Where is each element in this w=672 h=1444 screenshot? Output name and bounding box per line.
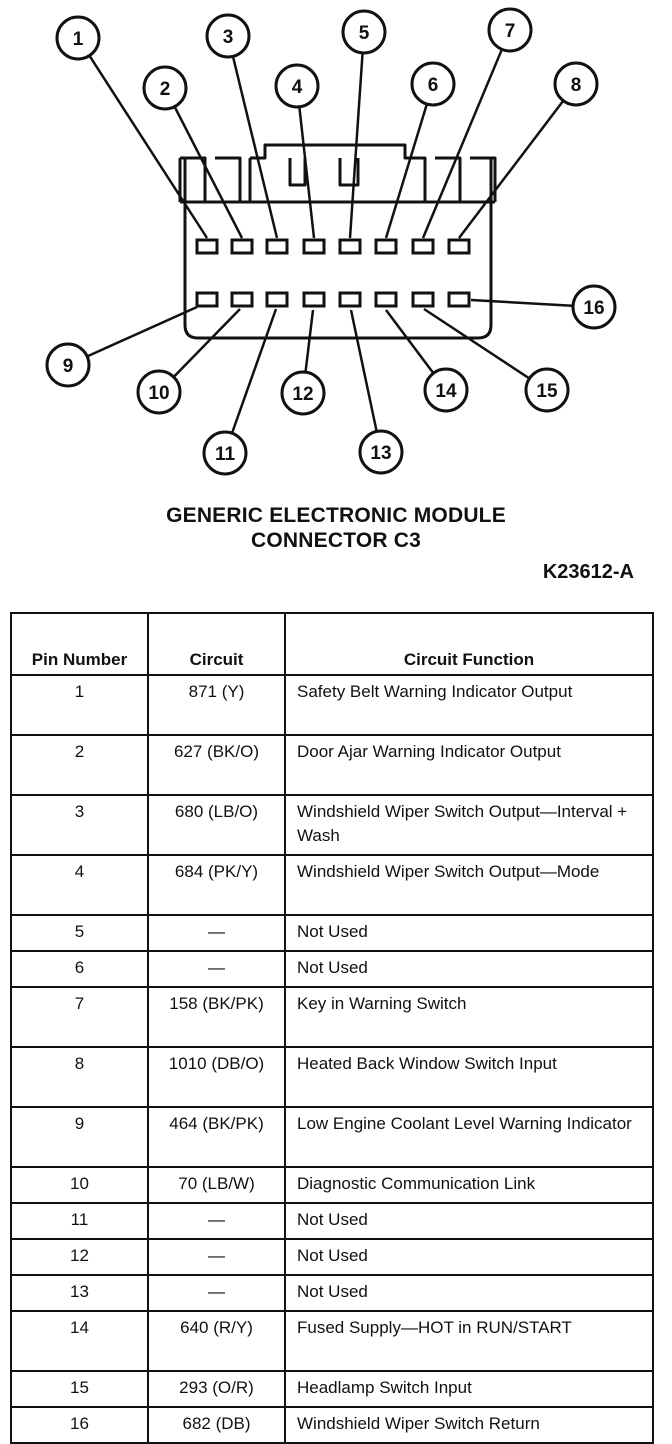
leader-line xyxy=(386,105,427,238)
circuit-cell: 871 (Y) xyxy=(148,675,285,735)
callout-label: 2 xyxy=(159,79,171,100)
callout-label: 9 xyxy=(62,356,74,377)
circuit-cell: 640 (R/Y) xyxy=(148,1311,285,1371)
circuit-cell: — xyxy=(148,1275,285,1311)
pin-slot xyxy=(267,293,287,306)
connector-diagram xyxy=(0,0,672,490)
caption-line-1: GENERIC ELECTRONIC MODULE xyxy=(166,504,506,527)
connector-latch-notch xyxy=(290,158,358,185)
table-row xyxy=(11,1203,653,1239)
pin-slot xyxy=(340,293,360,306)
circuit-cell: — xyxy=(148,1203,285,1239)
table-row xyxy=(11,855,653,915)
pin-number-cell: 13 xyxy=(11,1275,148,1311)
pin-slot xyxy=(232,240,252,253)
pin-slot xyxy=(197,293,217,306)
circuit-cell: 684 (PK/Y) xyxy=(148,855,285,915)
pin-callout xyxy=(204,432,246,474)
table-row xyxy=(11,1167,653,1203)
leader-line xyxy=(386,310,433,372)
circuit-function-cell: Not Used xyxy=(285,1203,653,1239)
pin-number-cell: 12 xyxy=(11,1239,148,1275)
pin-slot xyxy=(413,293,433,306)
circuit-function-cell: Safety Belt Warning Indicator Output xyxy=(285,675,653,735)
circuit-function-cell: Windshield Wiper Switch Output—Interval + Wash xyxy=(285,795,653,855)
callout-label: 11 xyxy=(214,444,236,465)
pin-callout xyxy=(144,67,186,109)
callout-label: 10 xyxy=(148,383,170,404)
pin-callout xyxy=(573,286,615,328)
callout-label: 16 xyxy=(583,298,605,319)
pin-number-cell: 14 xyxy=(11,1311,148,1371)
table-row xyxy=(11,1407,653,1443)
pin-callout xyxy=(207,15,249,57)
table-header-row xyxy=(11,613,653,675)
table-row xyxy=(11,1047,653,1107)
circuit-function-cell: Not Used xyxy=(285,915,653,951)
callout-label: 8 xyxy=(570,75,582,96)
leader-line xyxy=(424,309,529,378)
table-row xyxy=(11,735,653,795)
caption-line-2: CONNECTOR C3 xyxy=(250,529,422,552)
table-row xyxy=(11,987,653,1047)
pin-number-cell: 8 xyxy=(11,1047,148,1107)
pin-slot xyxy=(340,240,360,253)
pin-number-cell: 10 xyxy=(11,1167,148,1203)
table-row xyxy=(11,795,653,855)
pin-callout xyxy=(489,9,531,51)
pin-slot xyxy=(376,293,396,306)
circuit-cell: 158 (BK/PK) xyxy=(148,987,285,1047)
pin-table xyxy=(10,612,654,1444)
connector-latch xyxy=(180,145,495,202)
pin-callout xyxy=(343,11,385,53)
pin-slot xyxy=(449,293,469,306)
figure-id: K23612-A xyxy=(542,561,634,583)
leader-line xyxy=(351,310,376,430)
circuit-function-cell: Key in Warning Switch xyxy=(285,987,653,1047)
circuit-cell: — xyxy=(148,915,285,951)
pin-number-cell: 11 xyxy=(11,1203,148,1239)
callout-label: 14 xyxy=(435,381,457,402)
pin-callout xyxy=(555,63,597,105)
table-row xyxy=(11,951,653,987)
pin-slot xyxy=(304,240,324,253)
leader-line xyxy=(471,300,572,306)
circuit-function-cell: Not Used xyxy=(285,1239,653,1275)
pin-number-cell: 5 xyxy=(11,915,148,951)
callout-label: 1 xyxy=(72,29,84,50)
pin-callout xyxy=(47,344,89,386)
pin-callout xyxy=(276,65,318,107)
pin-callout xyxy=(138,371,180,413)
table-row xyxy=(11,1275,653,1311)
circuit-function-cell: Headlamp Switch Input xyxy=(285,1371,653,1407)
leader-line xyxy=(232,309,276,432)
circuit-cell: 1010 (DB/O) xyxy=(148,1047,285,1107)
table-row xyxy=(11,915,653,951)
header-circuit: Circuit xyxy=(148,613,285,675)
circuit-cell: 682 (DB) xyxy=(148,1407,285,1443)
callout-label: 12 xyxy=(292,384,314,405)
circuit-function-cell: Windshield Wiper Switch Output—Mode xyxy=(285,855,653,915)
pin-callout xyxy=(526,369,568,411)
pin-slot xyxy=(376,240,396,253)
table-row xyxy=(11,1107,653,1167)
pin-number-cell: 1 xyxy=(11,675,148,735)
pin-number-cell: 7 xyxy=(11,987,148,1047)
leader-line xyxy=(88,307,197,356)
table-row xyxy=(11,675,653,735)
circuit-function-cell: Fused Supply—HOT in RUN/START xyxy=(285,1311,653,1371)
pin-callout xyxy=(360,431,402,473)
pin-slot xyxy=(304,293,324,306)
pin-number-cell: 6 xyxy=(11,951,148,987)
callout-label: 4 xyxy=(291,77,303,98)
callout-label: 5 xyxy=(358,23,370,44)
pin-number-cell: 9 xyxy=(11,1107,148,1167)
leader-line xyxy=(459,102,563,238)
circuit-cell: — xyxy=(148,951,285,987)
pin-slot xyxy=(232,293,252,306)
leader-line xyxy=(299,108,314,238)
pin-number-cell: 16 xyxy=(11,1407,148,1443)
leader-line xyxy=(233,57,277,238)
table-row xyxy=(11,1239,653,1275)
pin-callout xyxy=(425,369,467,411)
circuit-cell: 627 (BK/O) xyxy=(148,735,285,795)
circuit-function-cell: Diagnostic Communication Link xyxy=(285,1167,653,1203)
callout-label: 15 xyxy=(536,381,558,402)
table-row xyxy=(11,1311,653,1371)
diagram-caption xyxy=(0,503,672,553)
pin-slot xyxy=(267,240,287,253)
header-pin-number: Pin Number xyxy=(11,613,148,675)
circuit-function-cell: Windshield Wiper Switch Return xyxy=(285,1407,653,1443)
circuit-function-cell: Heated Back Window Switch Input xyxy=(285,1047,653,1107)
circuit-cell: 680 (LB/O) xyxy=(148,795,285,855)
callout-label: 3 xyxy=(222,27,234,48)
pin-number-cell: 2 xyxy=(11,735,148,795)
circuit-function-cell: Not Used xyxy=(285,1275,653,1311)
pin-slot xyxy=(449,240,469,253)
pin-number-cell: 15 xyxy=(11,1371,148,1407)
pin-number-cell: 4 xyxy=(11,855,148,915)
circuit-function-cell: Low Engine Coolant Level Warning Indicator xyxy=(285,1107,653,1167)
circuit-cell: — xyxy=(148,1239,285,1275)
circuit-cell: 70 (LB/W) xyxy=(148,1167,285,1203)
pin-slot xyxy=(197,240,217,253)
table-row xyxy=(11,1371,653,1407)
circuit-function-cell: Door Ajar Warning Indicator Output xyxy=(285,735,653,795)
leader-line xyxy=(306,310,313,371)
pin-callout xyxy=(412,63,454,105)
circuit-function-cell: Not Used xyxy=(285,951,653,987)
header-circuit-function: Circuit Function xyxy=(285,613,653,675)
pin-slot xyxy=(413,240,433,253)
callout-label: 7 xyxy=(504,21,516,42)
pin-callout xyxy=(282,372,324,414)
callout-label: 6 xyxy=(427,75,439,96)
pin-callout xyxy=(57,17,99,59)
circuit-cell: 464 (BK/PK) xyxy=(148,1107,285,1167)
pin-number-cell: 3 xyxy=(11,795,148,855)
circuit-cell: 293 (O/R) xyxy=(148,1371,285,1407)
callout-label: 13 xyxy=(370,443,392,464)
